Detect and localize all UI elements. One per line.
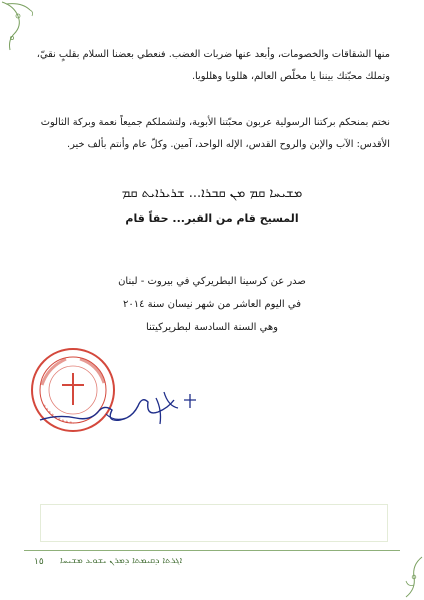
issuance-block [0, 270, 424, 339]
arabic-easter-greeting: المسيح قام من القبر... حقاً قام [125, 212, 299, 225]
footer-syriac-title: ܐܓܪܬܐ ܕܩܝܡܬܐ ܕܡܪܢ ܝܫܘܥ ܡܫܝܚܐ [60, 556, 183, 566]
issued-date-line: في اليوم العاشر من شهر نيسان سنة ٢٠١٤ [123, 299, 301, 310]
handwritten-signature [36, 378, 206, 438]
issued-year-line: وهي السنة السادسة لبطريركيتنا [145, 322, 279, 333]
page-number: ١٥ [34, 557, 44, 567]
letter-paragraph-1: منها الشقاقات والخصومات، وأبعد عنها ضربات الغضب. فنعطي بعضنا السلام بقلبٍ نقيّ، وتملك محبّتك بيننا يا مخلّص العالم، هللويا وهللويا. [36, 49, 390, 82]
corner-vine-ornament-bottom-right [394, 555, 424, 600]
issued-location-line: صدر عن كرسينا البطريركي في بيروت - لبنان [118, 276, 306, 287]
letter-paragraph-2: نختم بمنحكم بركتنا الرسولية عربون محبّتنا الأبوية، ولتشملكم جميعاً نعمة وبركة الثالوث الأقدس: الآب والإبن والروح القدس، الإله الواحد، آمين. وكلّ عام وأنتم بألف خير. [40, 117, 390, 150]
syriac-easter-greeting: ܡܫܝܚܐ ܩܡ ܡܢ ܩܒܪܐ... ܫܪܝܪܐܝܬ ܩܡ [121, 186, 303, 201]
faded-watermark-box [40, 504, 388, 542]
footer-divider [24, 550, 400, 551]
